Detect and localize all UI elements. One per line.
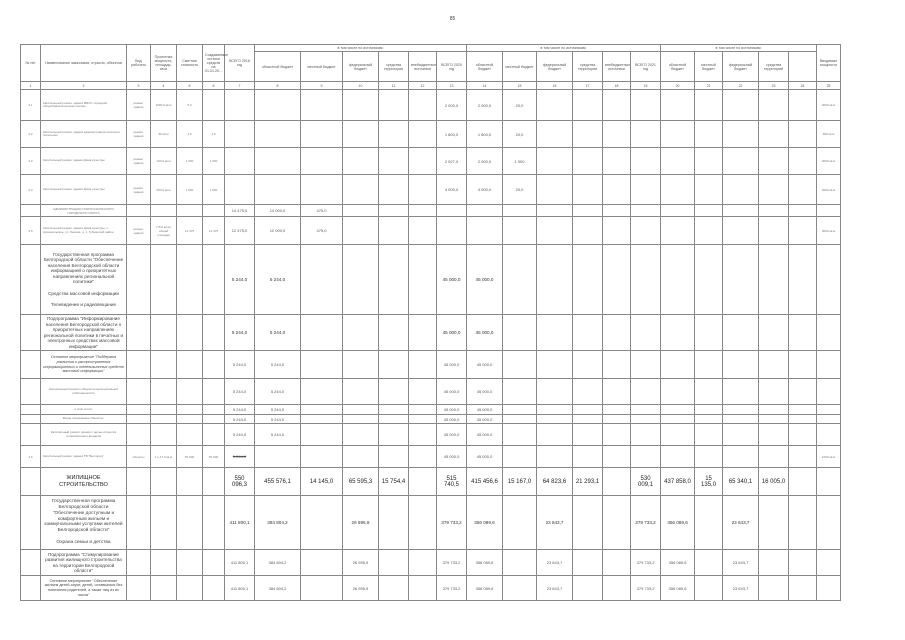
value-cell: 356 089,6	[467, 550, 503, 576]
detail-title: Вновь начинаемые объекты:	[41, 415, 127, 424]
table-row	[21, 446, 841, 468]
capacity-input: 2000 кв.м	[817, 175, 841, 205]
col-header: местный бюджет	[503, 52, 537, 82]
event-row	[21, 351, 841, 379]
estimate: 1,0	[177, 121, 203, 148]
value-cell: 475,0	[301, 217, 343, 245]
col-number: 22	[723, 82, 759, 90]
event-title: Основное мероприятие "Обеспечение жильем детей-сирот, детей, оставшихся без попечения родителей, а также лиц из их числа"	[41, 576, 127, 601]
value-cell: 1 000	[503, 148, 537, 175]
value-cell: 45 000,0	[437, 446, 467, 468]
program-name: Государственная программа Белгородской области "Обеспечение населения Белгородской области информацией о приоритетных направлениях региональной политики"	[43, 251, 124, 284]
col-header: местный бюджет	[301, 52, 343, 82]
value-cell: 5 244,0	[255, 379, 301, 405]
value-cell: 45 000,0	[437, 379, 467, 405]
col-number: 4	[151, 82, 177, 90]
section-row	[21, 468, 841, 496]
value-cell: 530 009,1	[631, 468, 661, 496]
value-cell: 4 000,0	[437, 175, 467, 205]
value-cell: 515 740,5	[437, 468, 467, 496]
value-cell: 5 244,0	[255, 405, 301, 415]
col-header: местный бюджет	[695, 52, 723, 82]
value-cell: 437 858,0	[661, 468, 695, 496]
col-number: 25	[817, 82, 841, 90]
col-number: 23	[759, 82, 789, 90]
value-cell: 20,0	[503, 175, 537, 205]
estimate: 5,0	[177, 90, 203, 121]
col-header: внебюджетные источники	[603, 52, 631, 82]
table-row	[21, 379, 841, 405]
capacity-input: 6000 кв.м	[817, 217, 841, 245]
row-number: 4.4	[21, 175, 41, 205]
value-cell: 45 000,0	[467, 446, 503, 468]
capacity-input: 600 кв.м	[817, 121, 841, 148]
capacity: 120,0 кв.м	[151, 148, 177, 175]
col-header-total-1: ВСЕГО 2018 год	[225, 45, 255, 82]
col-header-capacity: Вводимые мощности	[817, 45, 841, 82]
col-header-total-3: ВСЕГО 2021 год	[631, 52, 661, 82]
page-number: 85	[449, 16, 456, 22]
value-cell: 12 475,0	[225, 217, 255, 245]
estimate: 50 000	[177, 446, 203, 468]
program-name: Государственная программа Белгородской области "Обеспечение доступным и комфортным жильем и коммунальными услугами жителей Белгородской области"	[44, 499, 123, 534]
value-cell: 550 096,3	[225, 468, 255, 496]
value-cell: 5 244,0	[225, 415, 255, 424]
value-cell: 5 244,0	[255, 245, 301, 315]
value-cell: 12 000,0	[255, 217, 301, 245]
subprogram-title: Подпрограмма "Стимулирование развития жилищного строительства на территории Белгородской области"	[41, 550, 127, 576]
capacity: 1000,0 кв.м	[151, 90, 177, 121]
col-number: 10	[343, 82, 379, 90]
col-header-area: Проектная мощность, площадь, кв.м	[151, 45, 177, 82]
value-cell: 64 823,6	[537, 468, 573, 496]
value-cell: 45 000,0	[467, 405, 503, 415]
table-row	[21, 217, 841, 245]
work-type: ремонт здания	[127, 148, 151, 175]
row-number: 4.6	[21, 446, 41, 468]
col-number: 13	[437, 82, 467, 90]
col-number: 1	[21, 82, 41, 90]
capacity-input: 2000 кв.м	[817, 148, 841, 175]
detail-title: Капитальный ремонт здания с целью открытия телевизионного вещания	[41, 424, 127, 446]
value-cell: 5 244,0	[255, 424, 301, 446]
value-cell: 23 643,7	[537, 550, 573, 576]
col-number: 12	[409, 82, 437, 90]
admin-name: АДМИНИСТРАЦИЯ СТАРООСКОЛЬСКОГО ГОРОДСКОГО ОКРУГА	[41, 205, 127, 217]
detail-title: Капитальный ремонт объектов муниципальной собственности	[41, 379, 127, 405]
value-cell: 384 804,2	[255, 576, 301, 601]
value-cell: 2 000,0	[467, 90, 503, 121]
value-cell: 16 005,0	[759, 468, 789, 496]
value-cell: 45 000,0	[467, 315, 503, 351]
row-number: 4.5	[21, 217, 41, 245]
col-header: федеральный бюджет	[723, 52, 759, 82]
value-cell: 411 800,1	[225, 550, 255, 576]
col-group-3: в том числе по источникам:	[661, 45, 817, 52]
value-cell: 23 643,7	[537, 496, 573, 550]
table-row	[21, 175, 841, 205]
capacity-input: 2000 кв.м	[817, 90, 841, 121]
value-cell: 45 000,0	[467, 245, 503, 315]
col-number: 6	[203, 82, 225, 90]
estimate: 1 000	[177, 148, 203, 175]
value-cell: 475,0	[301, 205, 343, 217]
col-number: 16	[537, 82, 573, 90]
col-header: средства территории	[573, 52, 603, 82]
value-cell: 5 244,0	[255, 315, 301, 351]
value-cell: 356 089,6	[661, 550, 695, 576]
capacity: 60 кв.м	[151, 121, 177, 148]
col-header-num: № п/п	[21, 45, 41, 82]
value-cell: 45 000,0	[437, 245, 467, 315]
value-cell: 411 800,1	[225, 496, 255, 550]
program-row	[21, 245, 841, 315]
value-cell: 45 000,0	[437, 315, 467, 351]
value-cell: 45 000,0	[467, 379, 503, 405]
value-cell: 379 733,2	[631, 550, 661, 576]
value-cell: 379 733,2	[631, 576, 661, 601]
col-header: средства территории	[379, 52, 409, 82]
section-title: ЖИЛИЩНОЕ СТРОИТЕЛЬСТВО	[41, 468, 127, 496]
event-title: Основное мероприятие "Поддержка развития и распространения информационных и телевизионных средств массовой информации"	[41, 351, 127, 379]
value-cell: 356 089,6	[467, 496, 503, 550]
program-sector: Охрана семьи и детства	[56, 539, 111, 545]
detail-title: в том числе:	[41, 405, 127, 415]
column-number-row	[21, 82, 841, 90]
value-cell: 45 000,0	[437, 424, 467, 446]
value-cell: 21 293,1	[573, 468, 603, 496]
capacity: 1 x 47,0 кв.м	[151, 446, 177, 468]
value-cell: 356 089,6	[661, 576, 695, 601]
col-header: областной бюджет	[467, 52, 503, 82]
value-cell: 14 145,0	[301, 468, 343, 496]
remainder	[203, 90, 225, 121]
value-cell: 23 643,7	[537, 576, 573, 601]
col-number: 11	[379, 82, 409, 90]
value-cell: 384 804,2	[255, 496, 301, 550]
object-name: Капитальный ремонт здания МБОУ «Средняя общеобразовательная школа»	[41, 90, 127, 121]
value-cell: 379 733,2	[437, 496, 467, 550]
program-title	[41, 496, 127, 550]
row-number: 4.1	[21, 90, 41, 121]
value-cell: 411 800,1	[225, 576, 255, 601]
col-number: 8	[255, 82, 301, 90]
col-number: 14	[467, 82, 503, 90]
col-header-remainder: Создаваемые остатки средств на 01.01.20...	[203, 45, 225, 82]
value-cell: 5 244,0	[225, 315, 255, 351]
col-header-name: Наименование заказчиков, отрасли, объектов	[41, 45, 127, 82]
col-number: 7	[225, 82, 255, 90]
value-cell: 5 244,0	[225, 351, 255, 379]
work-type: ремонт здания	[127, 90, 151, 121]
value-cell: 45 000,0	[467, 424, 503, 446]
value-cell: 1 800,0	[437, 121, 467, 148]
value-cell: 379 733,2	[437, 576, 467, 601]
col-number: 15	[503, 82, 537, 90]
value-cell: 5 244,0	[225, 245, 255, 315]
object-name: Капитальный ремонт здания Дома культуры, с. Архангельское, ул. Ленина, д. 1, Губкинский район	[41, 217, 127, 245]
col-header-total-2: ВСЕГО 2020 год	[437, 52, 467, 82]
value-cell: 5 244,0	[225, 424, 255, 446]
table-row	[21, 121, 841, 148]
object-name: Капитальный ремонт здания Дома культуры	[41, 148, 127, 175]
table-row	[21, 205, 841, 217]
value-cell: 20,0	[503, 121, 537, 148]
work-type: ремонт здания	[127, 217, 151, 245]
col-header-estimate: Сметная стоимость	[177, 45, 203, 82]
subprogram-title: Подпрограмма "Информирование населения Белгородской области о приоритетных направлениях региональной политики в печатных и электронных средствах массовой информации"	[41, 315, 127, 351]
col-number: 2	[41, 82, 127, 90]
program-subsector: Телевидение и радиовещание	[50, 302, 117, 307]
value-cell: 356 089,6	[661, 496, 695, 550]
value-cell: 26 995,9	[343, 496, 379, 550]
value-cell: 5 244,0	[225, 446, 255, 468]
value-cell: 45 000,0	[467, 351, 503, 379]
value-cell: 415 456,6	[467, 468, 503, 496]
remainder: 50 000	[203, 446, 225, 468]
value-cell: 14 475,0	[225, 205, 255, 217]
value-cell: 15 167,0	[503, 468, 537, 496]
col-number: 5	[177, 82, 203, 90]
value-cell: 45 000,0	[437, 415, 467, 424]
value-cell: 65 340,1	[723, 468, 759, 496]
col-group-2: в том числе по источникам:	[467, 45, 661, 52]
budget-table	[20, 44, 841, 601]
table-row	[21, 424, 841, 446]
capacity-input: 1000 кв.м	[817, 446, 841, 468]
value-cell: 455 576,1	[255, 468, 301, 496]
work-type: ремонт здания	[127, 121, 151, 148]
value-cell: 26 995,9	[343, 550, 379, 576]
value-cell: 2 000,0	[467, 148, 503, 175]
col-header: областной бюджет	[661, 52, 695, 82]
value-cell: 356 089,6	[467, 576, 503, 601]
value-cell: 1 800,0	[467, 121, 503, 148]
remainder: 1 000	[203, 148, 225, 175]
object-name: Капитальный ремонт здания ТВ "Белгород"	[41, 446, 127, 468]
col-header: областной бюджет	[255, 52, 301, 82]
estimate: 12 475	[177, 217, 203, 245]
work-type: объекты	[127, 446, 151, 468]
col-number: 21	[695, 82, 723, 90]
program-sector: Средства массовой информации	[48, 290, 119, 296]
subprogram-row	[21, 550, 841, 576]
capacity: (70,0 кв.м) общей площади	[151, 217, 177, 245]
table-row	[21, 148, 841, 175]
row-number: 4.2	[21, 121, 41, 148]
value-cell: 2 027,0	[437, 148, 467, 175]
program-row	[21, 496, 841, 550]
value-cell: 26 995,9	[343, 576, 379, 601]
col-number: 17	[573, 82, 603, 90]
remainder: 1,0	[203, 121, 225, 148]
header-row-1	[21, 45, 841, 52]
col-number: 9	[301, 82, 343, 90]
value-cell: 2 000,0	[437, 90, 467, 121]
col-header: средства территорий	[759, 52, 789, 82]
value-cell: 379 733,2	[437, 550, 467, 576]
row-number: 4.3	[21, 148, 41, 175]
object-name: Капитальный ремонт здания администрации сельского поселения	[41, 121, 127, 148]
table-row	[21, 415, 841, 424]
col-number: 18	[603, 82, 631, 90]
estimate: 1 500	[177, 175, 203, 205]
table-row	[21, 405, 841, 415]
col-number: 19	[631, 82, 661, 90]
value-cell: 23 643,7	[723, 576, 759, 601]
value-cell: 5 244,0	[225, 379, 255, 405]
work-type: ремонт здания	[127, 175, 151, 205]
value-cell: 65 595,3	[343, 468, 379, 496]
program-title	[41, 245, 127, 315]
remainder: 12 475	[203, 217, 225, 245]
table-row	[21, 90, 841, 121]
capacity: 260,0 кв.м	[151, 175, 177, 205]
value-cell: 5 244,0	[255, 415, 301, 424]
value-cell: 45 000,0	[467, 415, 503, 424]
event-row	[21, 576, 841, 601]
value-cell: 23 643,7	[723, 550, 759, 576]
value-cell: 4 000,0	[467, 175, 503, 205]
value-cell: 5 244,0	[225, 405, 255, 415]
value-cell: 15 754,4	[379, 468, 409, 496]
col-number: 24	[789, 82, 817, 90]
value-cell: 5 244,0	[255, 351, 301, 379]
value-cell: 20,0	[503, 90, 537, 121]
value-cell: 45 000,0	[437, 405, 467, 415]
value-cell: 384 804,2	[255, 550, 301, 576]
object-name: Капитальный ремонт здания Дома культуры	[41, 175, 127, 205]
col-number: 20	[661, 82, 695, 90]
remainder: 1 500	[203, 175, 225, 205]
value-cell: 14 000,0	[255, 205, 301, 217]
col-header-type: Вид рабочего	[127, 45, 151, 82]
col-header: федеральный бюджет	[343, 52, 379, 82]
value-cell: 45 000,0	[437, 351, 467, 379]
col-header: федеральный бюджет	[537, 52, 573, 82]
value-cell: 379 733,2	[631, 496, 661, 550]
value-cell: 15 135,0	[695, 468, 723, 496]
col-header: внебюджетные источники	[409, 52, 437, 82]
subprogram-row	[21, 315, 841, 351]
value-cell: 23 643,7	[723, 496, 759, 550]
col-group-1: в том числе по источникам:	[255, 45, 467, 52]
col-number: 3	[127, 82, 151, 90]
